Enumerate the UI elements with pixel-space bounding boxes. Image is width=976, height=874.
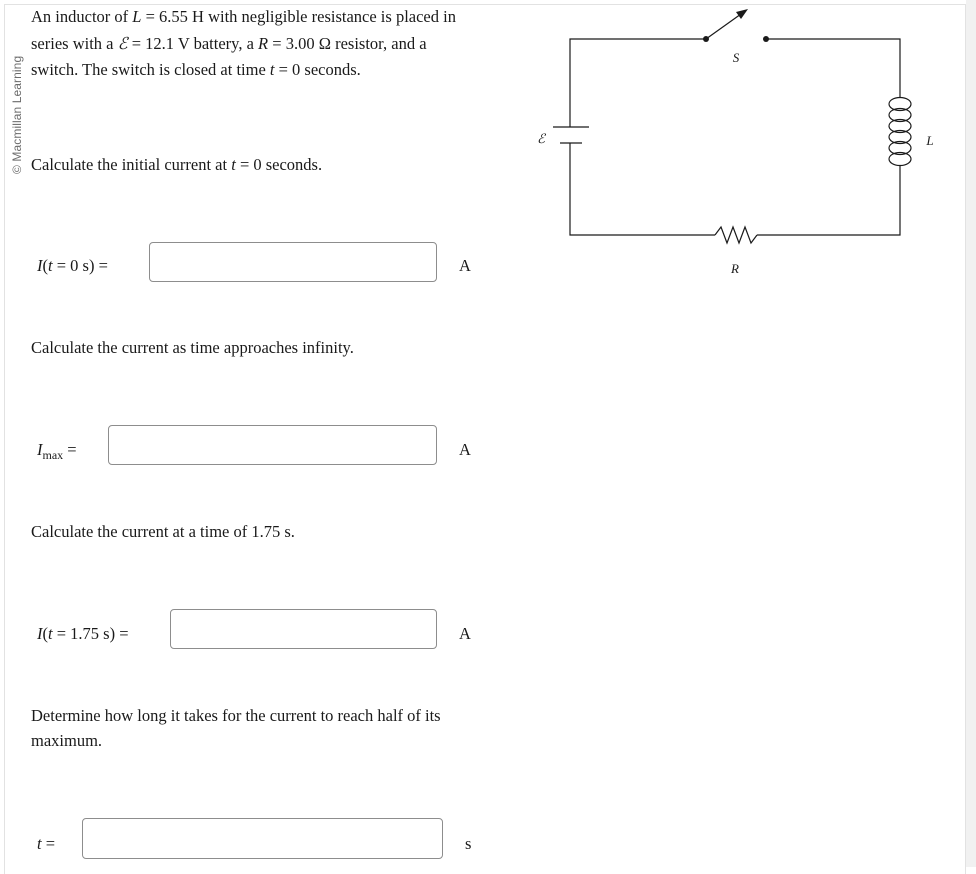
rl-circuit-diagram [0,0,976,300]
question-1-unit: A [459,256,471,275]
intro-text-1: An inductor of [31,7,133,26]
question-1-prompt: Calculate the initial current at t = 0 seconds. [31,155,323,174]
wire-top-right [766,39,900,98]
switch-label: S [732,50,740,65]
copyright-credit: © Macmillan Learning [10,55,24,174]
switch-arm [706,14,741,39]
resistor-label: R [731,261,739,276]
question-2-unit: A [459,440,471,459]
intro-text-3: = 12.1 V battery, a [127,33,259,53]
question-3-prompt: Calculate the current at a time of 1.75 s. [31,522,295,541]
question-3-label: I(t = 1.75 s) = [37,624,129,643]
resistance-symbol: R [258,33,269,53]
half-max-time-input[interactable] [82,818,443,859]
wire-left-bottom [570,143,715,235]
resistor-zigzag [715,227,757,243]
question-1-label: I(t = 0 s) = [37,256,108,275]
wire-bottom-right [757,166,900,235]
question-2-prompt: Calculate the current as time approaches infinity. [31,338,354,357]
battery-label: ℰ [537,131,545,146]
question-2-label: $I_{max}$ = [37,440,77,462]
intro-text-2: = 6.55 H with negligible resistance is placed in series with a [31,7,456,53]
question-3-unit: A [459,624,471,643]
emf-symbol: ℰ [117,33,128,53]
inductor-coil [889,98,911,166]
current-at-time-input[interactable] [170,609,437,649]
inductance-symbol: L [132,7,142,26]
max-current-input[interactable] [108,425,437,465]
time-symbol: t [269,60,275,79]
question-4-label: t = [37,834,56,853]
question-4-unit: s [465,834,472,853]
switch-contact-right [763,36,769,42]
intro-text-5: = 0 seconds. [274,60,361,79]
switch-arrowhead [736,9,748,19]
wire-top-left [570,39,706,127]
switch-contact-left [703,36,709,42]
inductor-label: L [926,133,934,148]
intro-text-4: = 3.00 Ω resistor, and a switch. The switch is closed at time [31,33,427,79]
question-4-prompt: Determine how long it takes for the current to reach half of its maximum. [31,706,441,750]
